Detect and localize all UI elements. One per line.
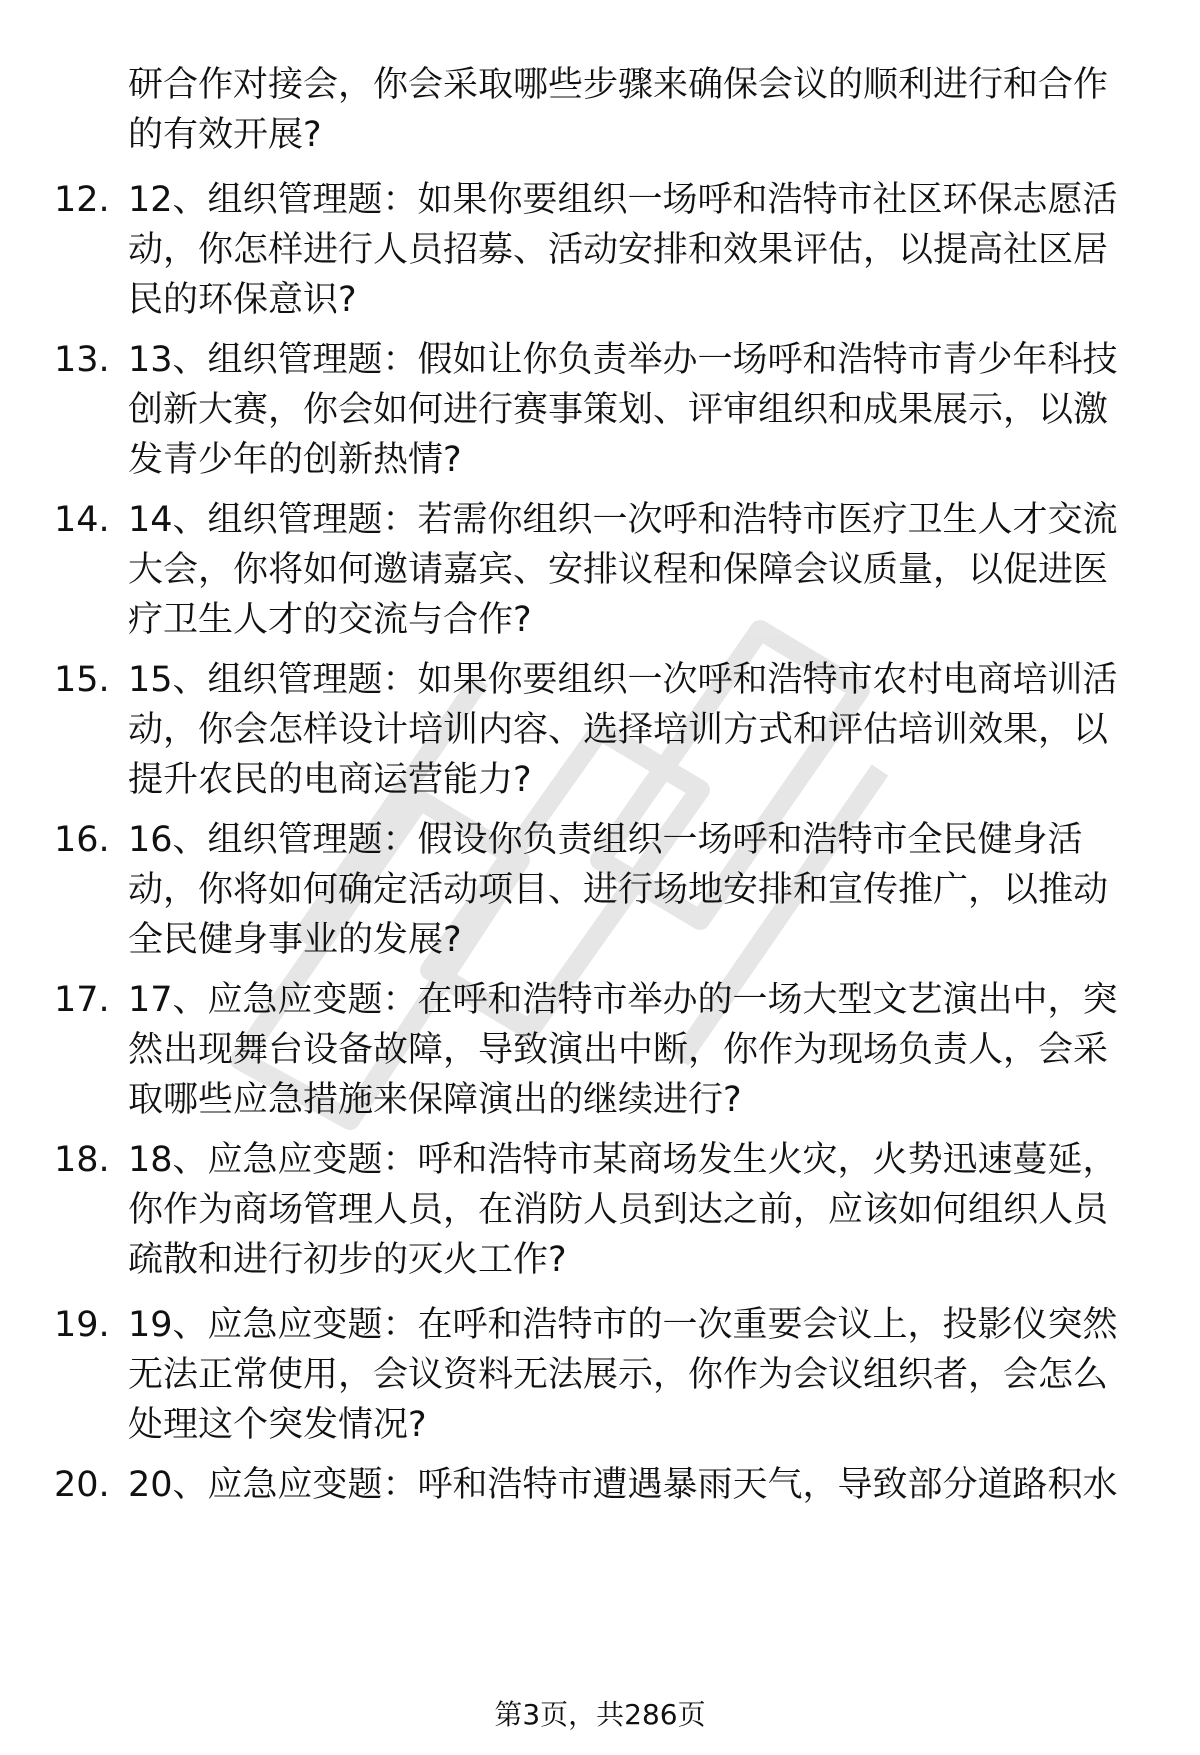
item-text: 16、组织管理题：假设你负责组织一场呼和浩特市全民健身活动，你将如何确定活动项目、进行场地安排和宣传推广，以推动全民健身事业的发展? bbox=[128, 820, 1109, 960]
item-number: 15. bbox=[54, 660, 110, 700]
item-number: 16. bbox=[54, 820, 110, 860]
item-number: 13. bbox=[54, 340, 110, 380]
continuation-text: 研合作对接会，你会采取哪些步骤来确保会议的顺利进行和合作的有效开展? bbox=[128, 65, 1109, 155]
item-number: 14. bbox=[54, 500, 110, 540]
item-number: 19. bbox=[54, 1305, 110, 1345]
item-number: 12. bbox=[54, 180, 110, 220]
item-text: 13、组织管理题：假如让你负责举办一场呼和浩特市青少年科技创新大赛，你会如何进行赛事策划、评审组织和成果展示，以激发青少年的创新热情? bbox=[128, 340, 1118, 480]
item-number: 17. bbox=[54, 980, 110, 1020]
item-text: 14、组织管理题：若需你组织一次呼和浩特市医疗卫生人才交流大会，你将如何邀请嘉宾、安排议程和保障会议质量，以促进医疗卫生人才的交流与合作? bbox=[128, 500, 1118, 640]
item-number: 18. bbox=[54, 1140, 110, 1180]
item-text: 12、组织管理题：如果你要组织一场呼和浩特市社区环保志愿活动，你怎样进行人员招募、活动安排和效果评估，以提高社区居民的环保意识? bbox=[128, 180, 1118, 320]
item-text: 19、应急应变题：在呼和浩特市的一次重要会议上，投影仪突然无法正常使用，会议资料无法展示，你作为会议组织者，会怎么处理这个突发情况? bbox=[128, 1305, 1118, 1445]
item-text: 17、应急应变题：在呼和浩特市举办的一场大型文艺演出中，突然出现舞台设备故障，导致演出中断，你作为现场负责人，会采取哪些应急措施来保障演出的继续进行? bbox=[128, 980, 1118, 1120]
item-text: 20、应急应变题：呼和浩特市遭遇暴雨天气，导致部分道路积水 bbox=[128, 1465, 1118, 1505]
item-text: 18、应急应变题：呼和浩特市某商场发生火灾，火势迅速蔓延，你作为商场管理人员，在消防人员到达之前，应该如何组织人员疏散和进行初步的灭火工作? bbox=[128, 1140, 1118, 1280]
item-number: 20. bbox=[54, 1465, 110, 1505]
item-text: 15、组织管理题：如果你要组织一次呼和浩特市农村电商培训活动，你会怎样设计培训内容、选择培训方式和评估培训效果，以提升农民的电商运营能力? bbox=[128, 660, 1118, 800]
page-footer: 第3页，共286页 bbox=[494, 1698, 706, 1731]
